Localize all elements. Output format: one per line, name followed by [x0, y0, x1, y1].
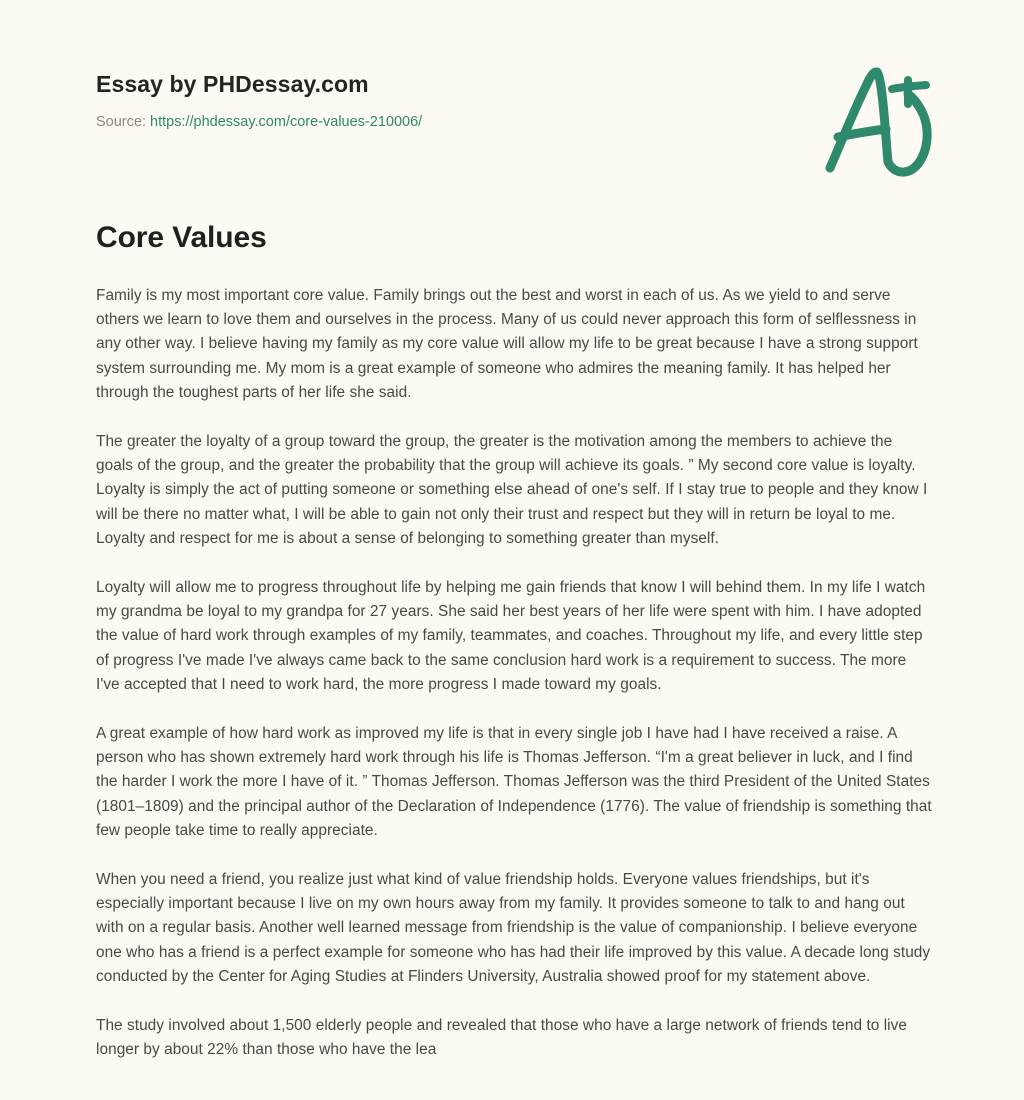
- source-line: [96, 112, 928, 132]
- paragraph: When you need a friend, you realize just what kind of value friendship holds. Everyone values friendships, but it's especially important because I live on my own hours away from my family. It provides someone to talk to and hang out with on a regular basis. Another well learned message from friendship is the value of companionship. I believe everyone one who has a friend is a perfect example for someone who has had their life improved by this value. A decade long study conducted by the Center for Aging Studies at Flinders University, Australia showed proof for my statement above.: [96, 871, 931, 985]
- a-plus-logo-svg: [816, 58, 946, 180]
- a-plus-logo-icon: [816, 58, 946, 180]
- paragraph: The study involved about 1,500 elderly people and revealed that those who have a large network of friends tend to live longer by about 22% than those who have the lea: [96, 1017, 908, 1059]
- source-label: Source:: [96, 114, 146, 130]
- source-url-link[interactable]: https://phdessay.com/core-values-210006/: [150, 114, 423, 130]
- paragraph: The greater the loyalty of a group toward the group, the greater is the motivation among the members to achieve the goals of the group, and the greater the probability that the group will achieve its goals. ” My second core value is loyalty. Loyalty is simply the act of putting someone or something else ahead of one's self. If I stay true to people and they know I will be there no matter what, I will be able to gain not only their trust and respect but they will in return be loyal to me. Loyalty and respect for me is about a sense of belonging to something greater than myself.: [96, 433, 928, 547]
- paragraph: Family is my most important core value. Family brings out the best and worst in each of us. As we yield to and serve others we learn to love them and ourselves in the process. Many of us could never approach this form of selflessness in any other way. I believe having my family as my core value will allow my life to be great because I have a strong support system surrounding me. My mom is a great example of someone who admires the meaning family. It has helped her through the toughest parts of her life she said.: [96, 287, 918, 401]
- paragraph: A great example of how hard work as improved my life is that in every single job I have had I have received a raise. A person who has shown extremely hard work through his life is Thomas Jefferson. “I'm a great believer in luck, and I find the harder I work the more I have of it. ” Thomas Jefferson. Thomas Jefferson was the third President of the United States (1801–1809) and the principal author of the Declaration of Independence (1776). The value of friendship is something that few people take time to really appreciate.: [96, 725, 932, 839]
- page-title: Core Values: [96, 221, 267, 254]
- essay-body: [96, 284, 932, 1062]
- page-header: [96, 70, 928, 180]
- paragraph: Loyalty will allow me to progress throughout life by helping me gain friends that know I will behind them. In my life I watch my grandma be loyal to my grandpa for 27 years. She said her best years of her life were spent with him. I have adopted the value of hard work through examples of my family, teammates, and coaches. Throughout my life, and every little step of progress I've made I've always came back to the same conclusion hard work is a requirement to success. The more I've accepted that I need to work hard, the more progress I made toward my goals.: [96, 579, 926, 693]
- brand-title: Essay by PHDessay.com: [96, 71, 369, 97]
